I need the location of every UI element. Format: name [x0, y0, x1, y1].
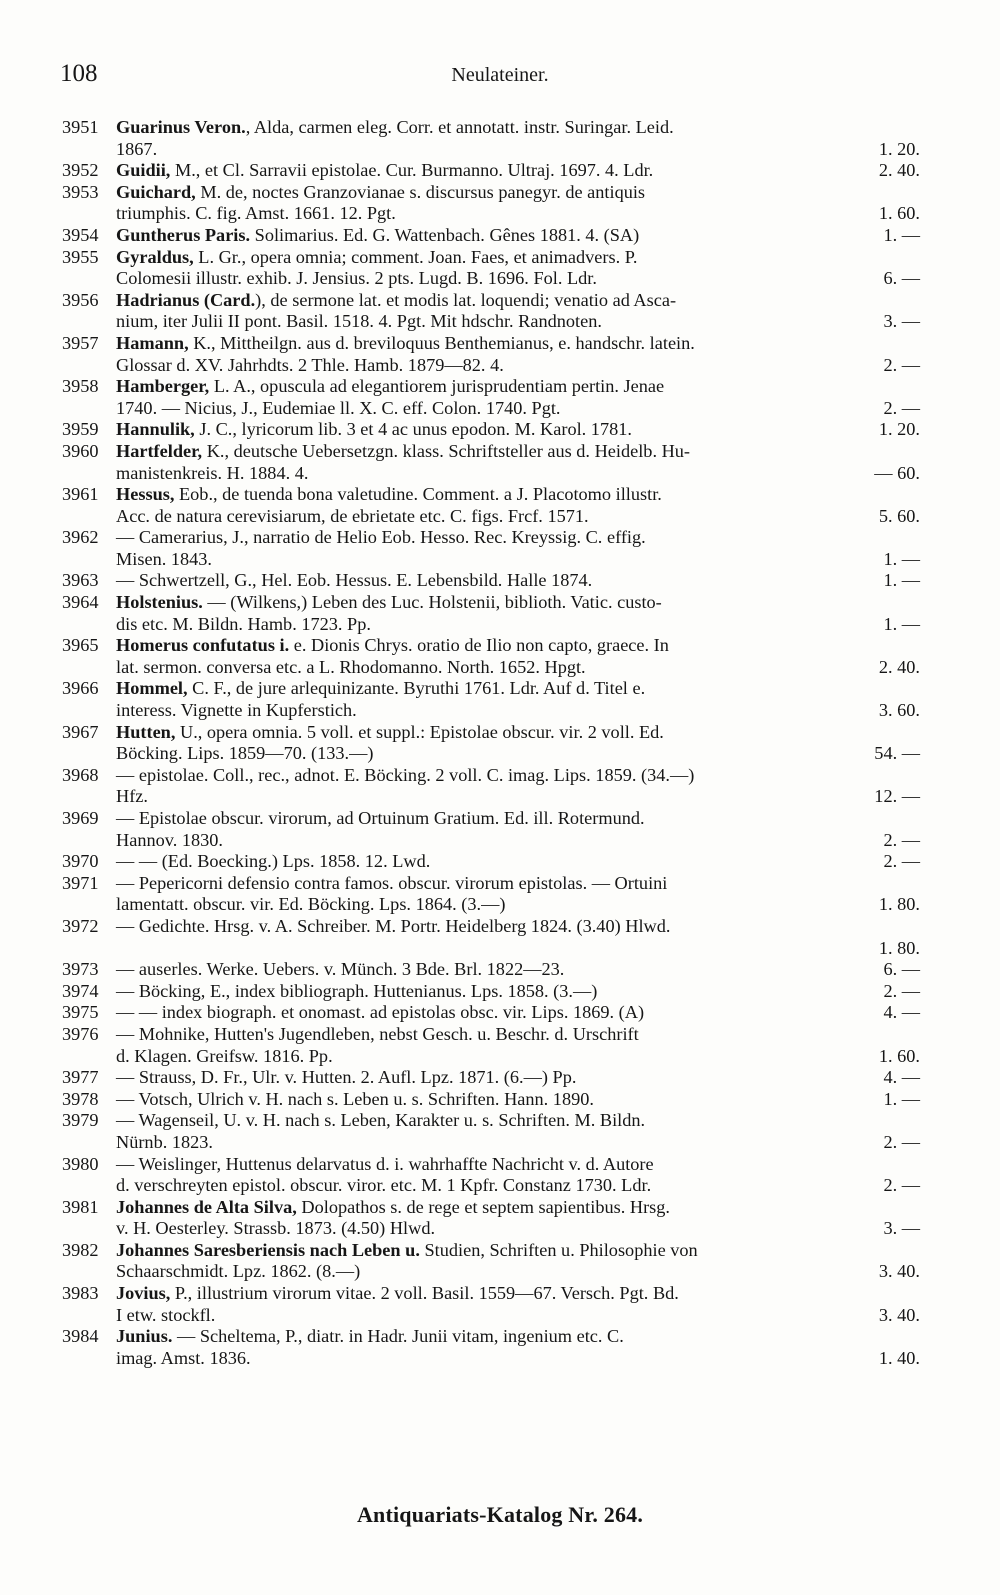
entry-number: 3978: [62, 1088, 99, 1109]
entry-line-text: — auserles. Werke. Uebers. v. Münch. 3 Bde. Brl. 1822—23.: [116, 959, 565, 980]
entry-line-text: Guarinus Veron., Alda, carmen eleg. Corr. et annotatt. instr. Suringar. Leid.: [116, 117, 674, 137]
entry-price: 12. —: [874, 786, 920, 807]
entry-number: 3957: [62, 332, 99, 353]
entry-line-text: — — index biograph. et onomast. ad epistolas obsc. vir. Lips. 1869. (A): [116, 1002, 645, 1023]
entry-price: 2. —: [883, 851, 920, 872]
entry-line-text: Hessus, Eob., de tuenda bona valetudine. Comment. a J. Placotomo illustr.: [116, 484, 662, 505]
entry-line: [116, 484, 920, 506]
entry-headword: Gyraldus,: [116, 246, 194, 267]
entry-line: [116, 570, 920, 592]
entry-line: [116, 160, 920, 182]
entry-line-text: Colomesii illustr. exhib. J. Jensius. 2 pts. Lugd. B. 1696. Fol. Ldr.: [116, 268, 597, 289]
entry-number: 3959: [62, 419, 99, 440]
entry-number: 3961: [62, 484, 99, 505]
entry-headword: Hessus,: [116, 484, 175, 505]
entry-line: [116, 851, 920, 873]
entry-line-text: — Pepericorni defensio contra famos. obscur. virorum epistolas. — Ortuini: [116, 872, 668, 893]
entry-line: [116, 1240, 920, 1262]
entry-text: [116, 959, 920, 981]
entry-line: [116, 830, 920, 852]
entry-line: [116, 225, 920, 247]
entry-number: 3972: [62, 915, 99, 936]
entry-headword: Hartfelder,: [116, 440, 203, 461]
catalog-entry: [62, 247, 920, 290]
catalog-entry: [62, 1089, 920, 1111]
catalog-entry: [62, 1326, 920, 1369]
entry-number: 3984: [62, 1326, 99, 1347]
entry-line-text: Hommel, C. F., de jure arlequinizante. Byruthi 1761. Ldr. Auf d. Titel e.: [116, 678, 646, 699]
entry-line: [116, 1046, 920, 1068]
entry-headword: Holstenius.: [116, 592, 203, 613]
entry-line-text: Nürnb. 1823.: [116, 1131, 213, 1152]
entry-line-text: Junius. — Scheltema, P., diatr. in Hadr. Junii vitam, ingenium etc. C.: [116, 1326, 624, 1347]
entry-line-text: — Mohnike, Hutten's Jugendleben, nebst Gesch. u. Beschr. d. Urschrift: [116, 1023, 639, 1044]
entry-line-text: — — (Ed. Boecking.) Lps. 1858. 12. Lwd.: [116, 851, 431, 872]
entry-number: 3956: [62, 289, 99, 310]
entry-price: 1. 60.: [878, 1045, 920, 1066]
entry-line: [116, 873, 920, 895]
entry-line-text: Böcking. Lips. 1859—70. (133.—): [116, 743, 374, 764]
entry-text: [116, 851, 920, 873]
entry-line: [116, 1024, 920, 1046]
entry-line-text: 1867.: [116, 138, 158, 159]
entry-line: [116, 376, 920, 398]
entry-price: 2. —: [883, 980, 920, 1001]
entry-line: [116, 182, 920, 204]
entry-headword: Junius.: [116, 1326, 173, 1347]
entry-line: [116, 765, 920, 787]
entry-price: 3. 40.: [878, 1304, 920, 1325]
entry-line-text: Schaarschmidt. Lpz. 1862. (8.—): [116, 1261, 361, 1282]
entry-line: [116, 463, 920, 485]
entry-line: [116, 1175, 920, 1197]
entry-text: [116, 1024, 920, 1067]
entry-line: [116, 635, 920, 657]
catalog-entry: [62, 419, 920, 441]
entry-text: [116, 247, 920, 290]
entry-line-text: Glossar d. XV. Jahrhdts. 2 Thle. Hamb. 1879—82. 4.: [116, 354, 504, 375]
catalog-entry: [62, 441, 920, 484]
catalog-entry: [62, 592, 920, 635]
catalog-entry: [62, 1283, 920, 1326]
entry-line: [116, 1197, 920, 1219]
entry-line: [116, 808, 920, 830]
entry-headword: Hamann,: [116, 332, 189, 353]
entry-line-text: I etw. stockfl.: [116, 1304, 216, 1325]
entry-number: 3955: [62, 246, 99, 267]
entry-price: 1. 60.: [878, 203, 920, 224]
entry-number: 3960: [62, 440, 99, 461]
entry-text: [116, 290, 920, 333]
entry-price: 6. —: [883, 268, 920, 289]
catalog-entry: [62, 765, 920, 808]
entry-number: 3967: [62, 721, 99, 742]
catalog-entry: [62, 484, 920, 527]
entry-line: [116, 1348, 920, 1370]
catalog-entry: [62, 722, 920, 765]
entry-line: [116, 441, 920, 463]
entry-line-text: — Schwertzell, G., Hel. Eob. Hessus. E. Lebensbild. Halle 1874.: [116, 570, 593, 591]
entry-price: 3. 60.: [878, 700, 920, 721]
entry-price: 2. —: [883, 1175, 920, 1196]
entry-number: 3981: [62, 1196, 99, 1217]
entry-price: 1. 80.: [878, 937, 920, 958]
entry-line-text: interess. Vignette in Kupferstich.: [116, 700, 357, 721]
entry-line: [116, 722, 920, 744]
entry-price: — 60.: [874, 462, 920, 483]
entry-text: [116, 1110, 920, 1153]
entry-price: 1. —: [883, 570, 920, 591]
entry-text: [116, 1197, 920, 1240]
entry-number: 3975: [62, 1002, 99, 1023]
catalog-entry: [62, 1024, 920, 1067]
catalog-entry: [62, 981, 920, 1003]
entry-line-text: Hadrianus (Card.), de sermone lat. et modis lat. loquendi; venatio ad Asca-: [116, 289, 677, 310]
entry-number: 3971: [62, 872, 99, 893]
entry-line: [116, 311, 920, 333]
entry-line-text: — Votsch, Ulrich v. H. nach s. Leben u. s. Schriften. Hann. 1890.: [116, 1088, 594, 1109]
catalog-footer: Antiquariats-Katalog Nr. 264.: [356, 1502, 644, 1527]
entry-text: [116, 722, 920, 765]
entry-text: [116, 1326, 920, 1369]
entry-price: 1. —: [883, 613, 920, 634]
entry-line: [116, 268, 920, 290]
entry-line-text: — Gedichte. Hrsg. v. A. Schreiber. M. Portr. Heidelberg 1824. (3.40) Hlwd.: [116, 915, 671, 936]
catalog-entry: [62, 959, 920, 981]
entry-number: 3954: [62, 224, 99, 245]
entry-headword: Hamberger,: [116, 376, 210, 397]
entry-text: [116, 1089, 920, 1111]
entry-price: 1. 80.: [878, 894, 920, 915]
entry-line-text: v. H. Oesterley. Strassb. 1873. (4.50) Hlwd.: [116, 1218, 436, 1239]
entry-price: 2. —: [883, 354, 920, 375]
entry-text: [116, 160, 920, 182]
entry-line-text: Hutten, U., opera omnia. 5 voll. et suppl.: Epistolae obscur. vir. 2 voll. Ed.: [116, 721, 664, 742]
entry-line: [116, 1132, 920, 1154]
entry-price: 2. —: [883, 1131, 920, 1152]
entry-number: 3974: [62, 980, 99, 1001]
entry-text: [116, 527, 920, 570]
entry-headword: Hommel,: [116, 678, 188, 699]
entry-line-text: Misen. 1843.: [116, 548, 212, 569]
catalog-entry: [62, 290, 920, 333]
entry-line: [116, 1002, 920, 1024]
catalog-entry: [62, 1110, 920, 1153]
entry-line: [116, 1261, 920, 1283]
entry-price: 1. 20.: [878, 138, 920, 159]
entry-line: [116, 1218, 920, 1240]
entry-line-text: Johannes Saresberiensis nach Leben u. Studien, Schriften u. Philosophie von: [116, 1239, 698, 1260]
entry-headword: Jovius,: [116, 1283, 171, 1304]
entry-line-text: — Camerarius, J., narratio de Helio Eob. Hesso. Rec. Kreyssig. C. effig.: [116, 527, 646, 548]
entry-line: [116, 1305, 920, 1327]
entry-price: 2. 40.: [878, 160, 920, 181]
catalog-entry: [62, 1240, 920, 1283]
entry-line-text: lamentatt. obscur. vir. Ed. Böcking. Lps. 1864. (3.—): [116, 894, 506, 915]
entry-line: [116, 700, 920, 722]
entry-text: [116, 1283, 920, 1326]
entry-price: 54. —: [874, 743, 920, 764]
entry-line-text: Guntherus Paris. Solimarius. Ed. G. Wattenbach. Gênes 1881. 4. (SA): [116, 224, 640, 245]
entry-text: [116, 1154, 920, 1197]
entry-line-text: d. verschreyten epistol. obscur. viror. etc. M. 1 Kpfr. Constanz 1730. Ldr.: [116, 1175, 652, 1196]
entry-price: 2. —: [883, 397, 920, 418]
entry-line-text: Homerus confutatus i. e. Dionis Chrys. oratio de Ilio non capto, graece. In: [116, 635, 669, 656]
entry-number: 3979: [62, 1110, 99, 1131]
entry-line-text: — epistolae. Coll., rec., adnot. E. Böcking. 2 voll. C. imag. Lips. 1859. (34.—): [116, 764, 695, 785]
entry-line: [116, 1089, 920, 1111]
entry-line: [116, 786, 920, 808]
entry-line-text: Jovius, P., illustrium virorum vitae. 2 voll. Basil. 1559—67. Versch. Pgt. Bd.: [116, 1283, 679, 1304]
entry-headword: Johannes Saresberiensis nach Leben u.: [116, 1239, 420, 1260]
entry-line: [116, 290, 920, 312]
entry-line-text: lat. sermon. conversa etc. a L. Rhodomanno. North. 1652. Hpgt.: [116, 656, 586, 677]
entry-number: 3982: [62, 1239, 99, 1260]
entry-line: [116, 657, 920, 679]
entry-headword: Guarinus Veron.: [116, 117, 246, 137]
entry-text: [116, 117, 920, 160]
catalog-entry: [62, 851, 920, 873]
entry-line: [116, 419, 920, 441]
entry-number: 3958: [62, 376, 99, 397]
catalog-entry: [62, 1197, 920, 1240]
entry-number: 3962: [62, 527, 99, 548]
entry-line: [116, 743, 920, 765]
entry-line-text: Acc. de natura cerevisiarum, de ebrietate etc. C. figs. Frcf. 1571.: [116, 505, 589, 526]
catalog-entry: [62, 117, 920, 160]
entry-line-text: Holstenius. — (Wilkens,) Leben des Luc. Holstenii, biblioth. Vatic. custo-: [116, 592, 662, 613]
entry-line-text: Hamberger, L. A., opuscula ad elegantiorem jurisprudentiam pertin. Jenae: [116, 376, 665, 397]
entry-price: 4. —: [883, 1067, 920, 1088]
entry-line-text: Hfz.: [116, 786, 148, 807]
entry-number: 3953: [62, 181, 99, 202]
entry-line-text: — Epistolae obscur. virorum, ad Ortuinum Gratium. Ed. ill. Rotermund.: [116, 808, 645, 828]
entry-number: 3977: [62, 1067, 99, 1088]
catalog-entry: [62, 376, 920, 419]
entry-price: 1. 20.: [878, 419, 920, 440]
entry-headword: Guidii,: [116, 160, 171, 181]
entry-number: 3964: [62, 592, 99, 613]
entry-price: 1. —: [883, 224, 920, 245]
entry-line-text: d. Klagen. Greifsw. 1816. Pp.: [116, 1045, 333, 1066]
catalog-entry: [62, 678, 920, 721]
entry-text: [116, 484, 920, 527]
entry-price: 1. —: [883, 548, 920, 569]
entry-line: [116, 139, 920, 161]
catalog-entry: [62, 1067, 920, 1089]
entry-price: 1. —: [883, 1088, 920, 1109]
entry-line-text: — Weislinger, Huttenus delarvatus d. i. wahrhaffte Nachricht v. d. Autore: [116, 1153, 654, 1174]
entry-text: [116, 419, 920, 441]
catalog-entry: [62, 527, 920, 570]
entry-line: [116, 506, 920, 528]
entry-text: [116, 808, 920, 851]
entry-price: 2. —: [883, 829, 920, 850]
entry-line: [116, 355, 920, 377]
entry-text: [116, 916, 920, 959]
entry-number: 3963: [62, 570, 99, 591]
entry-text: [116, 592, 920, 635]
entry-number: 3968: [62, 764, 99, 785]
entry-line-text: nium, iter Julii II pont. Basil. 1518. 4. Pgt. Mit hdschr. Randnoten.: [116, 311, 602, 332]
entry-number: 3969: [62, 808, 99, 828]
entry-number: 3980: [62, 1153, 99, 1174]
catalog-entry: [62, 916, 920, 959]
catalog-entry: [62, 570, 920, 592]
entry-number: 3966: [62, 678, 99, 699]
entry-headword: Hutten,: [116, 721, 176, 742]
entry-number: 3951: [62, 117, 99, 137]
entry-number: 3973: [62, 959, 99, 980]
entry-line: [116, 1283, 920, 1305]
entry-text: [116, 873, 920, 916]
entry-headword: Hannulik,: [116, 419, 195, 440]
entry-text: [116, 570, 920, 592]
entry-line: [116, 1110, 920, 1132]
entry-line: [116, 527, 920, 549]
entry-headword: Johannes de Alta Silva,: [116, 1196, 297, 1217]
entry-text: [116, 333, 920, 376]
entry-line: [116, 117, 920, 139]
entry-line-text: Gyraldus, L. Gr., opera omnia; comment. Joan. Faes, et animadvers. P.: [116, 246, 638, 267]
entry-line-text: manistenkreis. H. 1884. 4.: [116, 462, 309, 483]
catalog-entry: [62, 1002, 920, 1024]
entry-line: [116, 549, 920, 571]
entry-line: [116, 894, 920, 916]
entry-headword: Guntherus Paris.: [116, 224, 251, 245]
entry-line-text: 1740. — Nicius, J., Eudemiae ll. X. C. eff. Colon. 1740. Pgt.: [116, 397, 561, 418]
entry-text: [116, 376, 920, 419]
entry-number: 3976: [62, 1023, 99, 1044]
catalog-entry: [62, 808, 920, 851]
entry-line: [116, 678, 920, 700]
entry-line-text: — Strauss, D. Fr., Ulr. v. Hutten. 2. Aufl. Lpz. 1871. (6.—) Pp.: [116, 1067, 577, 1088]
catalog-entry: [62, 635, 920, 678]
entry-text: [116, 635, 920, 678]
entry-line-text: Guichard, M. de, noctes Granzovianae s. discursus panegyr. de antiquis: [116, 181, 646, 202]
entry-text: [116, 225, 920, 247]
entry-price: 3. —: [883, 311, 920, 332]
catalog-entry: [62, 1154, 920, 1197]
catalog-entry: [62, 873, 920, 916]
entry-line-text: Hamann, K., Mittheilgn. aus d. breviloquus Benthemianus, e. handschr. latein.: [116, 332, 695, 353]
entry-headword: Hadrianus (Card.: [116, 289, 256, 310]
entry-line-text: — Wagenseil, U. v. H. nach s. Leben, Karakter u. s. Schriften. M. Bildn.: [116, 1110, 646, 1131]
entry-line: [116, 333, 920, 355]
entry-number: 3952: [62, 160, 99, 181]
entry-line-text: Hannulik, J. C., lyricorum lib. 3 et 4 ac unus epodon. M. Karol. 1781.: [116, 419, 632, 440]
entry-text: [116, 441, 920, 484]
entry-line: [116, 1326, 920, 1348]
entry-number: 3983: [62, 1283, 99, 1304]
catalog-entry: [62, 182, 920, 225]
entry-line-text: Hannov. 1830.: [116, 829, 223, 850]
catalog-entries: [62, 117, 920, 1369]
entry-line: [116, 398, 920, 420]
entry-text: [116, 182, 920, 225]
entry-line-text: triumphis. C. fig. Amst. 1661. 12. Pgt.: [116, 203, 396, 224]
entry-text: [116, 1002, 920, 1024]
catalog-entry: [62, 160, 920, 182]
running-title: Neulateiner.: [451, 64, 549, 86]
page-header: [0, 60, 1000, 90]
catalog-entry: [62, 225, 920, 247]
entry-line: [116, 981, 920, 1003]
entry-number: 3965: [62, 635, 99, 656]
entry-line: [116, 592, 920, 614]
entry-line: [116, 203, 920, 225]
entry-price: 3. —: [883, 1218, 920, 1239]
entry-line-text: dis etc. M. Bildn. Hamb. 1723. Pp.: [116, 613, 371, 634]
entry-price: 6. —: [883, 959, 920, 980]
entry-price: 3. 40.: [878, 1261, 920, 1282]
entry-text: [116, 1067, 920, 1089]
entry-line-text: Hartfelder, K., deutsche Uebersetzgn. klass. Schriftsteller aus d. Heidelb. Hu-: [116, 440, 691, 461]
entry-price: 5. 60.: [878, 505, 920, 526]
entry-line: [116, 1154, 920, 1176]
catalog-entry: [62, 333, 920, 376]
entry-line-text: — Böcking, E., index bibliograph. Huttenianus. Lps. 1858. (3.—): [116, 980, 598, 1001]
entry-number: 3970: [62, 851, 99, 872]
entry-line: [116, 247, 920, 269]
entry-text: [116, 678, 920, 721]
entry-headword: Guichard,: [116, 181, 196, 202]
entry-text: [116, 1240, 920, 1283]
entry-line: [116, 959, 920, 981]
entry-price: 2. 40.: [878, 656, 920, 677]
entry-price: 4. —: [883, 1002, 920, 1023]
entry-line: [116, 614, 920, 636]
entry-line-text: imag. Amst. 1836.: [116, 1347, 251, 1368]
entry-line-text: Guidii, M., et Cl. Sarravii epistolae. Cur. Burmanno. Ultraj. 1697. 4. Ldr.: [116, 160, 654, 181]
entry-line: [116, 1067, 920, 1089]
entry-headword: Homerus confutatus i.: [116, 635, 290, 656]
entry-line: [116, 916, 920, 938]
entry-line-text: Johannes de Alta Silva, Dolopathos s. de rege et septem sapientibus. Hrsg.: [116, 1196, 670, 1217]
entry-text: [116, 765, 920, 808]
entry-text: [116, 981, 920, 1003]
entry-price: 1. 40.: [878, 1347, 920, 1368]
entry-line: [116, 938, 920, 960]
page-number: 108: [60, 60, 98, 87]
